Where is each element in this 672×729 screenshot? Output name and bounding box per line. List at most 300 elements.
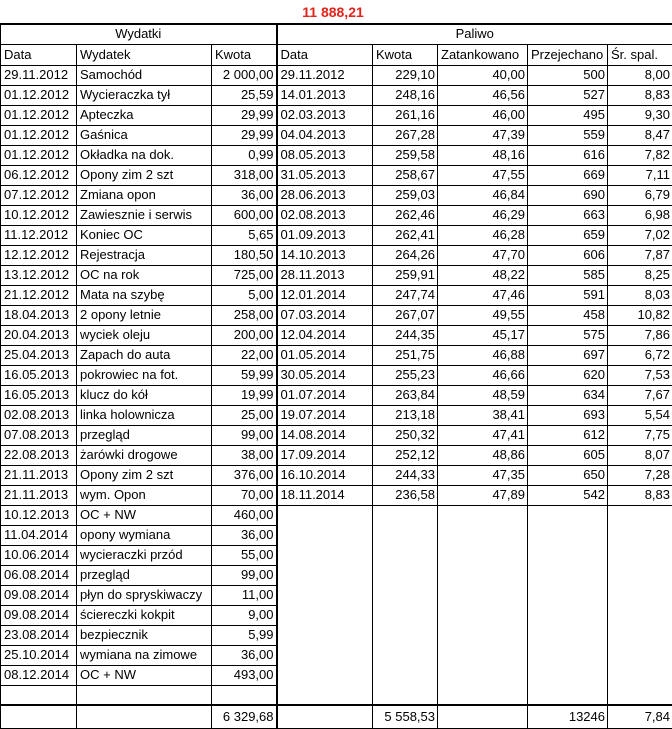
expense-amount-cell[interactable]: 180,50 (212, 245, 277, 265)
fuel-date-cell[interactable]: 31.05.2013 (277, 165, 373, 185)
expense-amount-cell[interactable]: 376,00 (212, 465, 277, 485)
expense-name-cell[interactable]: Zawiesznie i serwis (77, 205, 212, 225)
empty-cell[interactable] (608, 605, 672, 625)
empty-cell[interactable] (438, 605, 528, 625)
fuel-cost-cell[interactable]: 264,26 (373, 245, 438, 265)
expense-amount-cell[interactable]: 5,65 (212, 225, 277, 245)
fuel-consumption-cell[interactable]: 7,87 (608, 245, 672, 265)
expense-date-cell[interactable]: 01.12.2012 (1, 105, 77, 125)
fuel-liters-cell[interactable]: 47,41 (438, 425, 528, 445)
expense-date-cell[interactable]: 22.08.2013 (1, 445, 77, 465)
totals-row (1, 705, 672, 728)
expense-amount-cell[interactable]: 22,00 (212, 345, 277, 365)
fuel-cost-cell[interactable]: 250,32 (373, 425, 438, 445)
empty-cell[interactable] (277, 685, 373, 705)
fuel-cost-cell[interactable]: 259,58 (373, 145, 438, 165)
fuel-cost-cell[interactable]: 213,18 (373, 405, 438, 425)
fuel-liters-cell[interactable]: 48,22 (438, 265, 528, 285)
empty-cell[interactable] (528, 685, 608, 705)
expenses-section-heading[interactable]: Wydatki (1, 24, 277, 44)
fuel-distance-cell[interactable]: 669 (528, 165, 608, 185)
fuel-consumption-cell[interactable]: 7,11 (608, 165, 672, 185)
fuel-liters-cell[interactable]: 47,35 (438, 465, 528, 485)
empty-cell[interactable] (277, 505, 373, 525)
expense-name-cell[interactable]: ściereczki kokpit (77, 605, 212, 625)
empty-cell[interactable] (277, 585, 373, 605)
fuel-distance-cell[interactable]: 650 (528, 465, 608, 485)
fuel-date-cell[interactable]: 19.07.2014 (277, 405, 373, 425)
empty-cell[interactable] (77, 685, 212, 705)
expense-name-cell[interactable]: przegląd (77, 565, 212, 585)
empty-cell[interactable] (608, 685, 672, 705)
column-header-date[interactable]: Data (1, 44, 77, 65)
empty-cell[interactable] (373, 585, 438, 605)
expense-date-cell[interactable]: 11.04.2014 (1, 525, 77, 545)
fuel-liters-cell[interactable]: 46,28 (438, 225, 528, 245)
column-header-expense[interactable]: Wydatek (77, 44, 212, 65)
fuel-date-cell[interactable]: 18.11.2014 (277, 485, 373, 505)
empty-cell[interactable] (608, 505, 672, 525)
empty-cell[interactable] (438, 545, 528, 565)
expense-name-cell[interactable]: Okładka na dok. (77, 145, 212, 165)
fuel-liters-cell[interactable]: 46,66 (438, 365, 528, 385)
fuel-cost-cell[interactable]: 247,74 (373, 285, 438, 305)
expense-date-cell[interactable]: 21.12.2012 (1, 285, 77, 305)
fuel-distance-cell[interactable]: 663 (528, 205, 608, 225)
fuel-liters-cell[interactable]: 46,88 (438, 345, 528, 365)
expense-amount-cell[interactable]: 493,00 (212, 665, 277, 685)
fuel-liters-cell[interactable]: 49,55 (438, 305, 528, 325)
fuel-consumption-cell[interactable]: 8,03 (608, 285, 672, 305)
empty-cell[interactable] (277, 565, 373, 585)
expense-date-cell[interactable]: 23.08.2014 (1, 625, 77, 645)
empty-cell[interactable] (528, 525, 608, 545)
expense-amount-cell[interactable]: 25,00 (212, 405, 277, 425)
empty-cell[interactable] (277, 645, 373, 665)
table-row (1, 405, 672, 425)
table-row (1, 65, 672, 85)
fuel-section-heading[interactable]: Paliwo (277, 24, 672, 44)
fuel-date-cell[interactable]: 07.03.2014 (277, 305, 373, 325)
fuel-consumption-cell[interactable]: 7,75 (608, 425, 672, 445)
empty-cell[interactable] (608, 525, 672, 545)
expense-name-cell[interactable]: Samochód (77, 65, 212, 85)
expense-name-cell[interactable]: linka holownicza (77, 405, 212, 425)
empty-cell[interactable] (438, 705, 528, 728)
table-row (1, 525, 672, 545)
fuel-distance-cell[interactable]: 542 (528, 485, 608, 505)
expense-amount-cell[interactable]: 2 000,00 (212, 65, 277, 85)
fuel-distance-cell[interactable]: 585 (528, 265, 608, 285)
empty-cell[interactable] (438, 665, 528, 685)
column-header-amount[interactable]: Kwota (212, 44, 277, 65)
fuel-consumption-cell[interactable]: 8,25 (608, 265, 672, 285)
empty-row (1, 685, 672, 705)
fuel-liters-cell[interactable]: 47,70 (438, 245, 528, 265)
fuel-date-cell[interactable]: 01.05.2014 (277, 345, 373, 365)
expenses-total-cell[interactable]: 6 329,68 (212, 705, 277, 728)
fuel-consumption-cell[interactable]: 8,83 (608, 485, 672, 505)
expense-date-cell[interactable]: 25.04.2013 (1, 345, 77, 365)
fuel-distance-cell[interactable]: 559 (528, 125, 608, 145)
expense-date-cell[interactable]: 01.12.2012 (1, 145, 77, 165)
fuel-liters-cell[interactable]: 46,56 (438, 85, 528, 105)
empty-cell[interactable] (438, 685, 528, 705)
empty-cell[interactable] (528, 665, 608, 685)
empty-cell[interactable] (1, 685, 77, 705)
table-row (1, 605, 672, 625)
fuel-liters-cell[interactable]: 47,89 (438, 485, 528, 505)
expense-amount-cell[interactable]: 36,00 (212, 645, 277, 665)
empty-cell[interactable] (277, 665, 373, 685)
fuel-column-header-consumption[interactable]: Śr. spal. (608, 44, 672, 65)
empty-cell[interactable] (277, 545, 373, 565)
fuel-distance-cell[interactable]: 495 (528, 105, 608, 125)
fuel-cost-cell[interactable]: 259,03 (373, 185, 438, 205)
fuel-liters-cell[interactable]: 48,86 (438, 445, 528, 465)
fuel-date-cell[interactable]: 12.01.2014 (277, 285, 373, 305)
table-row (1, 105, 672, 125)
empty-cell[interactable] (528, 605, 608, 625)
expense-date-cell[interactable]: 20.04.2013 (1, 325, 77, 345)
fuel-distance-cell[interactable]: 612 (528, 425, 608, 445)
fuel-cost-cell[interactable]: 252,12 (373, 445, 438, 465)
fuel-liters-cell[interactable]: 46,84 (438, 185, 528, 205)
empty-cell[interactable] (373, 605, 438, 625)
expense-date-cell[interactable]: 01.12.2012 (1, 125, 77, 145)
expense-name-cell[interactable]: wyciek oleju (77, 325, 212, 345)
grand-total-cell[interactable] (1, 0, 672, 24)
empty-cell[interactable] (277, 625, 373, 645)
fuel-consumption-cell[interactable]: 6,98 (608, 205, 672, 225)
expense-amount-cell[interactable]: 258,00 (212, 305, 277, 325)
fuel-date-cell[interactable]: 08.05.2013 (277, 145, 373, 165)
table-row (1, 505, 672, 525)
expense-amount-cell[interactable]: 99,00 (212, 565, 277, 585)
fuel-liters-cell[interactable]: 47,55 (438, 165, 528, 185)
expense-amount-cell[interactable]: 19,99 (212, 385, 277, 405)
expense-date-cell[interactable]: 10.06.2014 (1, 545, 77, 565)
fuel-cost-cell[interactable]: 251,75 (373, 345, 438, 365)
expense-name-cell[interactable]: wycieraczki przód (77, 545, 212, 565)
expense-date-cell[interactable]: 12.12.2012 (1, 245, 77, 265)
table-row (1, 365, 672, 385)
fuel-column-header-cost[interactable]: Kwota (373, 44, 438, 65)
fuel-cost-cell[interactable]: 262,41 (373, 225, 438, 245)
fuel-consumption-cell[interactable]: 8,00 (608, 65, 672, 85)
expense-amount-cell[interactable]: 36,00 (212, 525, 277, 545)
fuel-cost-cell[interactable]: 229,10 (373, 65, 438, 85)
fuel-consumption-average-cell[interactable]: 7,84 (608, 705, 672, 728)
empty-cell[interactable] (277, 605, 373, 625)
fuel-consumption-cell[interactable]: 7,86 (608, 325, 672, 345)
expense-date-cell[interactable]: 06.12.2012 (1, 165, 77, 185)
expense-date-cell[interactable]: 18.04.2013 (1, 305, 77, 325)
expense-name-cell[interactable]: Opony zim 2 szt (77, 165, 212, 185)
fuel-consumption-cell[interactable]: 5,54 (608, 405, 672, 425)
expense-amount-cell[interactable]: 29,99 (212, 105, 277, 125)
fuel-date-cell[interactable]: 28.06.2013 (277, 185, 373, 205)
fuel-cost-cell[interactable]: 244,35 (373, 325, 438, 345)
empty-cell[interactable] (608, 645, 672, 665)
expense-amount-cell[interactable]: 25,59 (212, 85, 277, 105)
expense-amount-cell[interactable]: 29,99 (212, 125, 277, 145)
expense-date-cell[interactable]: 09.08.2014 (1, 585, 77, 605)
fuel-consumption-cell[interactable]: 8,07 (608, 445, 672, 465)
fuel-cost-cell[interactable]: 267,07 (373, 305, 438, 325)
fuel-consumption-cell[interactable]: 10,82 (608, 305, 672, 325)
table-row (1, 305, 672, 325)
expense-name-cell[interactable]: Zapach do auta (77, 345, 212, 365)
fuel-distance-cell[interactable]: 620 (528, 365, 608, 385)
table-row (1, 325, 672, 345)
expense-amount-cell[interactable]: 318,00 (212, 165, 277, 185)
fuel-consumption-cell[interactable]: 9,30 (608, 105, 672, 125)
expense-amount-cell[interactable]: 38,00 (212, 445, 277, 465)
expense-name-cell[interactable]: Mata na szybę (77, 285, 212, 305)
fuel-distance-cell[interactable]: 458 (528, 305, 608, 325)
expense-date-cell[interactable]: 02.08.2013 (1, 405, 77, 425)
expense-name-cell[interactable]: Opony zim 2 szt (77, 465, 212, 485)
expense-amount-cell[interactable]: 200,00 (212, 325, 277, 345)
empty-cell[interactable] (373, 505, 438, 525)
fuel-distance-cell[interactable]: 591 (528, 285, 608, 305)
empty-cell[interactable] (373, 625, 438, 645)
table-row (1, 185, 672, 205)
expense-name-cell[interactable]: OC + NW (77, 505, 212, 525)
empty-cell[interactable] (528, 645, 608, 665)
expense-amount-cell[interactable]: 59,99 (212, 365, 277, 385)
fuel-distance-cell[interactable]: 605 (528, 445, 608, 465)
table-row (1, 85, 672, 105)
expense-date-cell[interactable]: 29.11.2012 (1, 65, 77, 85)
fuel-cost-cell[interactable]: 259,91 (373, 265, 438, 285)
section-heading-row (1, 24, 672, 44)
fuel-date-cell[interactable]: 14.08.2014 (277, 425, 373, 445)
empty-cell[interactable] (77, 705, 212, 728)
fuel-date-cell[interactable]: 30.05.2014 (277, 365, 373, 385)
fuel-distance-cell[interactable]: 616 (528, 145, 608, 165)
fuel-liters-cell[interactable]: 46,29 (438, 205, 528, 225)
fuel-cost-cell[interactable]: 263,84 (373, 385, 438, 405)
expense-date-cell[interactable]: 25.10.2014 (1, 645, 77, 665)
fuel-date-cell[interactable]: 02.08.2013 (277, 205, 373, 225)
table-row (1, 245, 672, 265)
empty-cell[interactable] (1, 705, 77, 728)
empty-cell[interactable] (373, 525, 438, 545)
fuel-date-cell[interactable]: 16.10.2014 (277, 465, 373, 485)
empty-cell[interactable] (608, 545, 672, 565)
empty-cell[interactable] (528, 505, 608, 525)
fuel-liters-cell[interactable]: 46,00 (438, 105, 528, 125)
expense-name-cell[interactable]: żarówki drogowe (77, 445, 212, 465)
expense-name-cell[interactable]: bezpiecznik (77, 625, 212, 645)
fuel-cost-cell[interactable]: 248,16 (373, 85, 438, 105)
empty-cell[interactable] (438, 625, 528, 645)
empty-cell[interactable] (373, 665, 438, 685)
empty-cell[interactable] (212, 685, 277, 705)
empty-cell[interactable] (438, 645, 528, 665)
empty-cell[interactable] (438, 565, 528, 585)
expense-name-cell[interactable]: Wycieraczka tył (77, 85, 212, 105)
fuel-consumption-cell[interactable]: 7,82 (608, 145, 672, 165)
expense-date-cell[interactable]: 07.12.2012 (1, 185, 77, 205)
fuel-date-cell[interactable]: 04.04.2013 (277, 125, 373, 145)
fuel-date-cell[interactable]: 02.03.2013 (277, 105, 373, 125)
expense-date-cell[interactable]: 21.11.2013 (1, 465, 77, 485)
fuel-column-header-liters[interactable]: Zatankowano (438, 44, 528, 65)
fuel-distance-cell[interactable]: 659 (528, 225, 608, 245)
expense-date-cell[interactable]: 10.12.2013 (1, 505, 77, 525)
fuel-cost-cell[interactable]: 236,58 (373, 485, 438, 505)
fuel-cost-cell[interactable]: 267,28 (373, 125, 438, 145)
fuel-column-header-distance[interactable]: Przejechano (528, 44, 608, 65)
expense-name-cell[interactable]: Zmiana opon (77, 185, 212, 205)
expense-name-cell[interactable]: OC na rok (77, 265, 212, 285)
fuel-column-header-date[interactable]: Data (277, 44, 373, 65)
fuel-distance-cell[interactable]: 634 (528, 385, 608, 405)
expense-date-cell[interactable]: 21.11.2013 (1, 485, 77, 505)
fuel-cost-cell[interactable]: 244,33 (373, 465, 438, 485)
fuel-liters-cell[interactable]: 48,59 (438, 385, 528, 405)
expense-name-cell[interactable]: Koniec OC (77, 225, 212, 245)
fuel-liters-cell[interactable]: 48,16 (438, 145, 528, 165)
fuel-liters-cell[interactable]: 47,46 (438, 285, 528, 305)
table-row (1, 665, 672, 685)
table-row (1, 225, 672, 245)
expense-name-cell[interactable]: Rejestracja (77, 245, 212, 265)
fuel-liters-cell[interactable]: 40,00 (438, 65, 528, 85)
expense-amount-cell[interactable]: 11,00 (212, 585, 277, 605)
expense-date-cell[interactable]: 07.08.2013 (1, 425, 77, 445)
table-row (1, 465, 672, 485)
empty-cell[interactable] (528, 565, 608, 585)
fuel-cost-cell[interactable]: 258,67 (373, 165, 438, 185)
fuel-date-cell[interactable]: 14.01.2013 (277, 85, 373, 105)
empty-cell[interactable] (438, 505, 528, 525)
fuel-consumption-cell[interactable]: 7,28 (608, 465, 672, 485)
expense-amount-cell[interactable]: 70,00 (212, 485, 277, 505)
expense-date-cell[interactable]: 13.12.2012 (1, 265, 77, 285)
empty-cell[interactable] (438, 525, 528, 545)
table-row (1, 625, 672, 645)
expense-amount-cell[interactable]: 36,00 (212, 185, 277, 205)
expense-amount-cell[interactable]: 460,00 (212, 505, 277, 525)
expense-name-cell[interactable]: opony wymiana (77, 525, 212, 545)
expense-amount-cell[interactable]: 99,00 (212, 425, 277, 445)
fuel-cost-cell[interactable]: 262,46 (373, 205, 438, 225)
fuel-distance-cell[interactable]: 500 (528, 65, 608, 85)
expense-name-cell[interactable]: Apteczka (77, 105, 212, 125)
fuel-cost-cell[interactable]: 255,23 (373, 365, 438, 385)
expense-amount-cell[interactable]: 725,00 (212, 265, 277, 285)
empty-cell[interactable] (608, 565, 672, 585)
fuel-distance-total-cell[interactable]: 13246 (528, 705, 608, 728)
expense-name-cell[interactable]: OC + NW (77, 665, 212, 685)
fuel-date-cell[interactable]: 01.07.2014 (277, 385, 373, 405)
expense-name-cell[interactable]: płyn do spryskiwaczy (77, 585, 212, 605)
empty-cell[interactable] (277, 525, 373, 545)
expense-name-cell[interactable]: Gaśnica (77, 125, 212, 145)
table-row (1, 145, 672, 165)
table-row (1, 565, 672, 585)
empty-cell[interactable] (528, 585, 608, 605)
empty-cell[interactable] (373, 685, 438, 705)
expense-name-cell[interactable]: 2 opony letnie (77, 305, 212, 325)
table-row (1, 385, 672, 405)
table-row (1, 485, 672, 505)
fuel-date-cell[interactable]: 14.10.2013 (277, 245, 373, 265)
empty-cell[interactable] (373, 645, 438, 665)
expense-amount-cell[interactable]: 55,00 (212, 545, 277, 565)
fuel-date-cell[interactable]: 12.04.2014 (277, 325, 373, 345)
fuel-consumption-cell[interactable]: 6,72 (608, 345, 672, 365)
data-rows (1, 65, 672, 685)
fuel-consumption-cell[interactable]: 6,79 (608, 185, 672, 205)
fuel-cost-total-cell[interactable]: 5 558,53 (373, 705, 438, 728)
fuel-date-cell[interactable]: 28.11.2013 (277, 265, 373, 285)
fuel-liters-cell[interactable]: 45,17 (438, 325, 528, 345)
fuel-distance-cell[interactable]: 690 (528, 185, 608, 205)
empty-cell[interactable] (608, 585, 672, 605)
expense-date-cell[interactable]: 01.12.2012 (1, 85, 77, 105)
empty-cell[interactable] (608, 665, 672, 685)
expense-date-cell[interactable]: 08.12.2014 (1, 665, 77, 685)
empty-cell[interactable] (528, 625, 608, 645)
fuel-consumption-cell[interactable]: 7,53 (608, 365, 672, 385)
expense-amount-cell[interactable]: 600,00 (212, 205, 277, 225)
fuel-distance-cell[interactable]: 575 (528, 325, 608, 345)
fuel-date-cell[interactable]: 01.09.2013 (277, 225, 373, 245)
fuel-liters-cell[interactable]: 47,39 (438, 125, 528, 145)
expense-date-cell[interactable]: 16.05.2013 (1, 385, 77, 405)
fuel-distance-cell[interactable]: 697 (528, 345, 608, 365)
empty-cell[interactable] (438, 585, 528, 605)
expense-amount-cell[interactable]: 9,00 (212, 605, 277, 625)
empty-cell[interactable] (608, 625, 672, 645)
fuel-distance-cell[interactable]: 693 (528, 405, 608, 425)
grand-total-value: 11 888,21 (302, 3, 364, 20)
expense-amount-cell[interactable]: 0,99 (212, 145, 277, 165)
empty-cell[interactable] (373, 565, 438, 585)
fuel-distance-cell[interactable]: 527 (528, 85, 608, 105)
expense-date-cell[interactable]: 10.12.2012 (1, 205, 77, 225)
fuel-consumption-cell[interactable]: 7,67 (608, 385, 672, 405)
empty-cell[interactable] (277, 705, 373, 728)
expense-date-cell[interactable]: 09.08.2014 (1, 605, 77, 625)
expense-amount-cell[interactable]: 5,99 (212, 625, 277, 645)
expense-name-cell[interactable]: klucz do kół (77, 385, 212, 405)
fuel-consumption-cell[interactable]: 8,47 (608, 125, 672, 145)
fuel-date-cell[interactable]: 29.11.2012 (277, 65, 373, 85)
empty-cell[interactable] (528, 545, 608, 565)
expense-name-cell[interactable]: wymiana na zimowe (77, 645, 212, 665)
fuel-distance-cell[interactable]: 606 (528, 245, 608, 265)
fuel-date-cell[interactable]: 17.09.2014 (277, 445, 373, 465)
expense-amount-cell[interactable]: 5,00 (212, 285, 277, 305)
fuel-consumption-cell[interactable]: 8,83 (608, 85, 672, 105)
fuel-cost-cell[interactable]: 261,16 (373, 105, 438, 125)
expense-name-cell[interactable]: pokrowiec na fot. (77, 365, 212, 385)
expense-date-cell[interactable]: 11.12.2012 (1, 225, 77, 245)
expense-name-cell[interactable]: wym. Opon (77, 485, 212, 505)
expense-name-cell[interactable]: przegląd (77, 425, 212, 445)
expense-date-cell[interactable]: 16.05.2013 (1, 365, 77, 385)
fuel-consumption-cell[interactable]: 7,02 (608, 225, 672, 245)
fuel-liters-cell[interactable]: 38,41 (438, 405, 528, 425)
expense-date-cell[interactable]: 06.08.2014 (1, 565, 77, 585)
empty-cell[interactable] (373, 545, 438, 565)
